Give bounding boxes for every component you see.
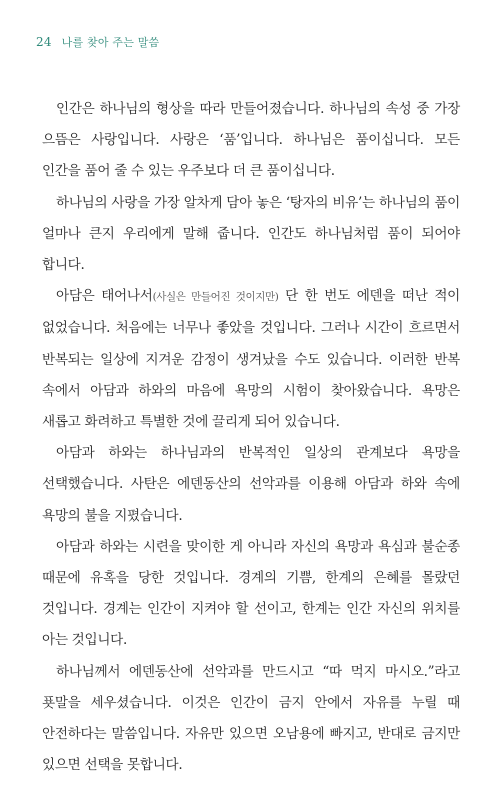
page-number: 24 bbox=[36, 35, 52, 49]
paragraph-1: 인간은 하나님의 형상을 따라 만들어졌습니다. 하나님의 속성 중 가장 으뜸은 사랑입니다. 사랑은 ‘품’입니다. 하나님은 품이십니다. 모든 인간을 품어 줄 수 있는 우주보다 더 큰 품이십니다. bbox=[42, 101, 460, 180]
paragraph-3-rest: 단 한 번도 에덴을 떠난 적이 없었습니다. 처음에는 너무나 좋았을 것입니다. 그러나 시간이 흐르면서 반복되는 일상에 지겨운 감정이 생겨났을 수도 있습니다. 이러한 반복 속에서 아담과 하와의 마음에 욕망의 시험이 찾아왔습니다. 욕망은 새롭고 화려하고 특별한 것에 끌리게 되어 있습니다. bbox=[42, 288, 460, 431]
paragraph-2: 하나님의 사랑을 가장 알차게 담아 놓은 ‘탕자의 비유’는 하나님의 품이 얼마나 큰지 우리에게 말해 줍니다. 인간도 하나님처럼 품이 되어야 합니다. bbox=[42, 194, 460, 274]
paragraph-3 bbox=[42, 281, 460, 438]
paragraph-5: 아담과 하와는 시련을 맞이한 게 아니라 자신의 욕망과 욕심과 불순종 때문에 유혹을 당한 것입니다. 경계의 기쁨, 한계의 은혜를 몰랐던 것입니다. 경계는 인간이 지켜야 할 선이고, 한계는 인간 자신의 위치를 아는 것입니다. bbox=[42, 538, 460, 649]
paragraph-6: 하나님께서 에덴동산에 선악과를 만드시고 “따 먹지 마시오.”라고 푯말을 세우셨습니다. 이것은 인간이 금지 안에서 자유를 누릴 때 안전하다는 말씀입니다. 자유만 있으면 오남용에 빠지고, 반대로 금지만 있으면 선택을 못합니다. bbox=[42, 663, 460, 774]
paragraph-4: 아담과 하와는 하나님과의 반복적인 일상의 관계보다 욕망을 선택했습니다. 사탄은 에덴동산의 선악과를 이용해 아담과 하와 속에 욕망의 불을 지폈습니다. bbox=[42, 445, 460, 524]
running-title: 나를 찾아 주는 말씀 bbox=[61, 36, 160, 49]
page-header bbox=[36, 34, 159, 50]
parenthetical-note: (사실은 만들어진 것이지만) bbox=[152, 291, 279, 304]
body-text bbox=[42, 94, 460, 781]
paragraph-3-start: 아담은 태어나서 bbox=[56, 288, 153, 305]
